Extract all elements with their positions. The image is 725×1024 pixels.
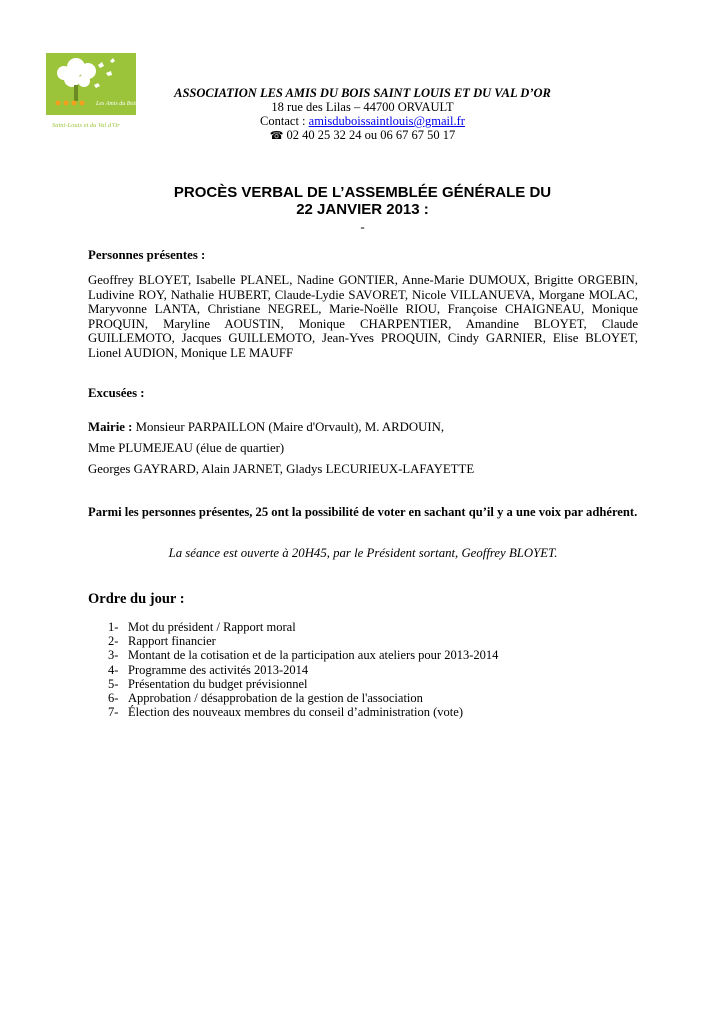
telephone-icon: ☎ xyxy=(269,130,284,142)
mairie-names: Monsieur PARPAILLON (Maire d'Orvault), M. ARDOUIN, xyxy=(132,420,445,434)
organization-name: ASSOCIATION LES AMIS DU BOIS SAINT LOUIS ET DU VAL D’OR xyxy=(174,86,551,100)
logo-text-top: Les Amis du Bois xyxy=(96,101,136,107)
agenda-item: 6- Approbation / désapprobation de la gestion de l'association xyxy=(108,691,423,706)
excused-mairie xyxy=(88,420,638,435)
agenda-item: 4- Programme des activités 2013-2014 xyxy=(108,662,309,677)
excused-line-2: Mme PLUMEJEAU (élue de quartier) xyxy=(88,441,285,455)
contact-line xyxy=(150,114,575,128)
vote-note: Parmi les personnes présentes, 25 ont la possibilité de voter en sachant qu’il y a une voix par adhérent. xyxy=(88,505,638,519)
document-title xyxy=(90,184,635,235)
agenda-item: 2- Rapport financier xyxy=(108,634,216,649)
excused-heading: Excusées : xyxy=(88,386,145,400)
association-logo xyxy=(46,45,136,137)
address: 18 rue des Lilas – 44700 ORVAULT xyxy=(271,100,454,114)
logo-text-bottom: Saint-Louis et du Val d'Or xyxy=(52,122,120,129)
title-dash: - xyxy=(360,219,365,234)
mairie-label: Mairie : xyxy=(88,420,133,434)
session-opening: La séance est ouverte à 20H45, par le Président sortant, Geoffrey BLOYET. xyxy=(168,546,558,560)
contact-email-link[interactable]: amisduboissaintlouis@gmail.fr xyxy=(308,114,465,128)
phone-numbers: 02 40 25 32 24 ou 06 67 67 50 17 xyxy=(286,128,456,142)
agenda-list xyxy=(88,620,638,719)
agenda-item: 1- Mot du président / Rapport moral xyxy=(108,620,296,634)
excused-line-3: Georges GAYRARD, Alain JARNET, Gladys LECURIEUX-LAFAYETTE xyxy=(88,462,475,476)
present-names: Geoffrey BLOYET, Isabelle PLANEL, Nadine GONTIER, Anne-Marie DUMOUX, Brigitte ORGEBIN, Ludivine ROY, Nathalie HUBERT, Claude-Lydie SAVORET, Nicole VILLANUEVA, Morgane MOLAC, Maryvonne LANTA, Christiane NEGREL, Marie-Noëlle RIOU, Françoise CHAIGNEAU, Monique PROQUIN, Maryline AOUSTIN, Monique CHARPENTIER, Amandine BLOYET, Claude GUILLEMOTO, Jacques GUILLEMOTO, Jean-Yves PROQUIN, Cindy GARNIER, Elise BLOYET, Lionel AUDION, Monique LE MAUFF xyxy=(88,273,638,360)
agenda-item: 5- Présentation du budget prévisionnel xyxy=(108,676,308,691)
letterhead xyxy=(150,86,575,143)
agenda-item: 3- Montant de la cotisation et de la participation aux ateliers pour 2013-2014 xyxy=(108,648,499,663)
present-heading: Personnes présentes : xyxy=(88,248,206,262)
title-line-1: PROCÈS VERBAL DE L’ASSEMBLÉE GÉNÉRALE DU xyxy=(173,184,552,201)
agenda-heading: Ordre du jour : xyxy=(88,591,185,607)
agenda-item: 7- Élection des nouveaux membres du conseil d’administration (vote) xyxy=(108,705,463,720)
contact-label: Contact : xyxy=(260,114,309,128)
phone-line xyxy=(150,128,575,143)
title-line-2: 22 JANVIER 2013 : xyxy=(296,201,429,218)
